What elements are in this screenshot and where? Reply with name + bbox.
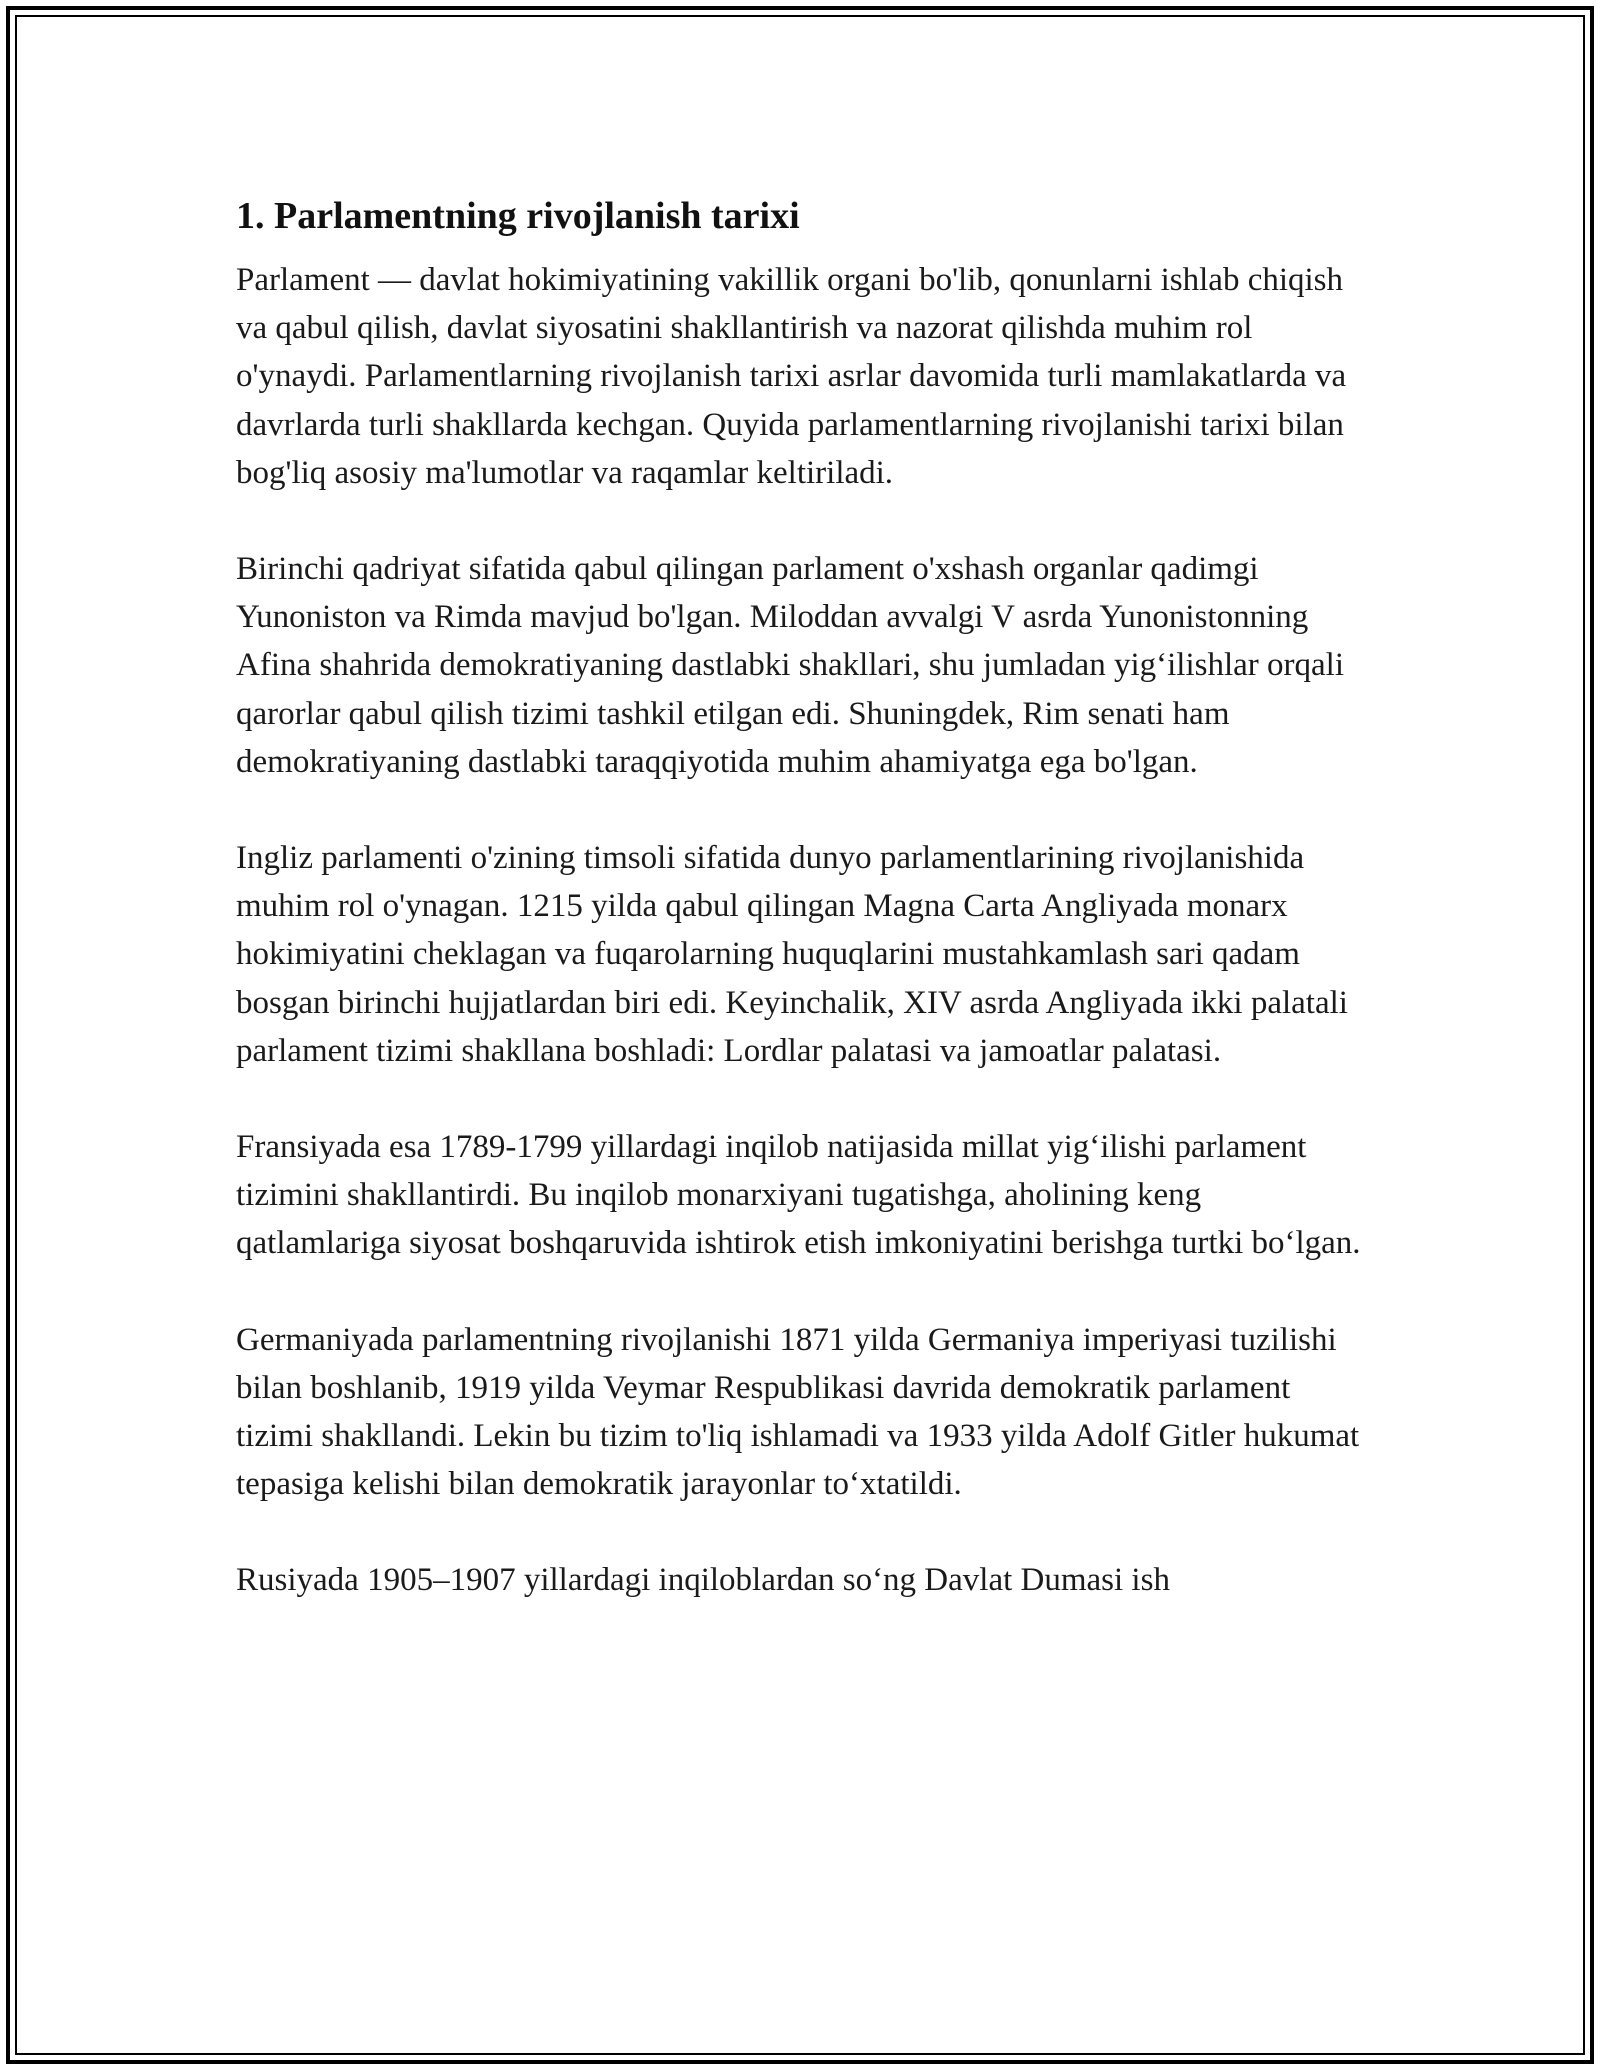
- paragraph-greece-rome: Birinchi qadriyat sifatida qabul qilingan parlament o'xshash organlar qadimgi Yunoniston va Rimda mavjud bo'lgan. Miloddan avvalgi V asrda Yunonistonning Afina shahrida demokratiyaning dastlabki shakllari, shu jumladan yig‘ilishlar orqali qarorlar qabul qilish tizimi tashkil etilgan edi. Shuningdek, Rim senati ham demokratiyaning dastlabki taraqqiyotida muhim ahamiyatga ega bo'lgan.: [236, 551, 1344, 780]
- paragraph-england: Ingliz parlamenti o'zining timsoli sifatida dunyo parlamentlarining rivojlanishida muhim rol o'ynagan. 1215 yilda qabul qilingan Magna Carta Angliyada monarx hokimiyatini cheklagan va fuqarolarning huquqlarini mustahkamlash sari qadam bosgan birinchi hujjatlardan biri edi. Keyinchalik, XIV asrda Angliyada ikki palatali parlament tizimi shakllana boshladi: Lordlar palatasi va jamoatlar palatasi.: [236, 840, 1348, 1069]
- paragraph-germany: Germaniyada parlamentning rivojlanishi 1871 yilda Germaniya imperiyasi tuzilishi bilan boshlanib, 1919 yilda Veymar Respublikasi davrida demokratik parlament tizimi shakllandi. Lekin bu tizim to'liq ishlamadi va 1933 yilda Adolf Gitler hukumat tepasiga kelishi bilan demokratik jarayonlar to‘xtatildi.: [236, 1321, 1360, 1503]
- document-body: [236, 188, 1366, 1653]
- paragraph-russia: Rusiyada 1905–1907 yillardagi inqiloblardan so‘ng Davlat Dumasi ish: [236, 1562, 1170, 1599]
- paragraph-intro: Parlament — davlat hokimiyatining vakillik organi bo'lib, qonunlarni ishlab chiqish va qabul qilish, davlat siyosatini shakllantirish va nazorat qilishda muhim rol o'ynaydi. Parlamentlarning rivojlanish tarixi asrlar davomida turli mamlakatlarda va davrlarda turli shakllarda kechgan. Quyida parlamentlarning rivojlanishi tarixi bilan bog'liq asosiy ma'lumotlar va raqamlar keltiriladi.: [236, 262, 1347, 491]
- section-heading: 1. Parlamentning rivojlanish tarixi: [236, 195, 800, 237]
- paragraph-france: Fransiyada esa 1789-1799 yillardagi inqilob natijasida millat yig‘ilishi parlament tizimini shakllantirdi. Bu inqilob monarxiyani tugatishga, aholining keng qatlamlariga siyosat boshqaruvida ishtirok etish imkoniyatini berishga turtki bo‘lgan.: [236, 1129, 1361, 1262]
